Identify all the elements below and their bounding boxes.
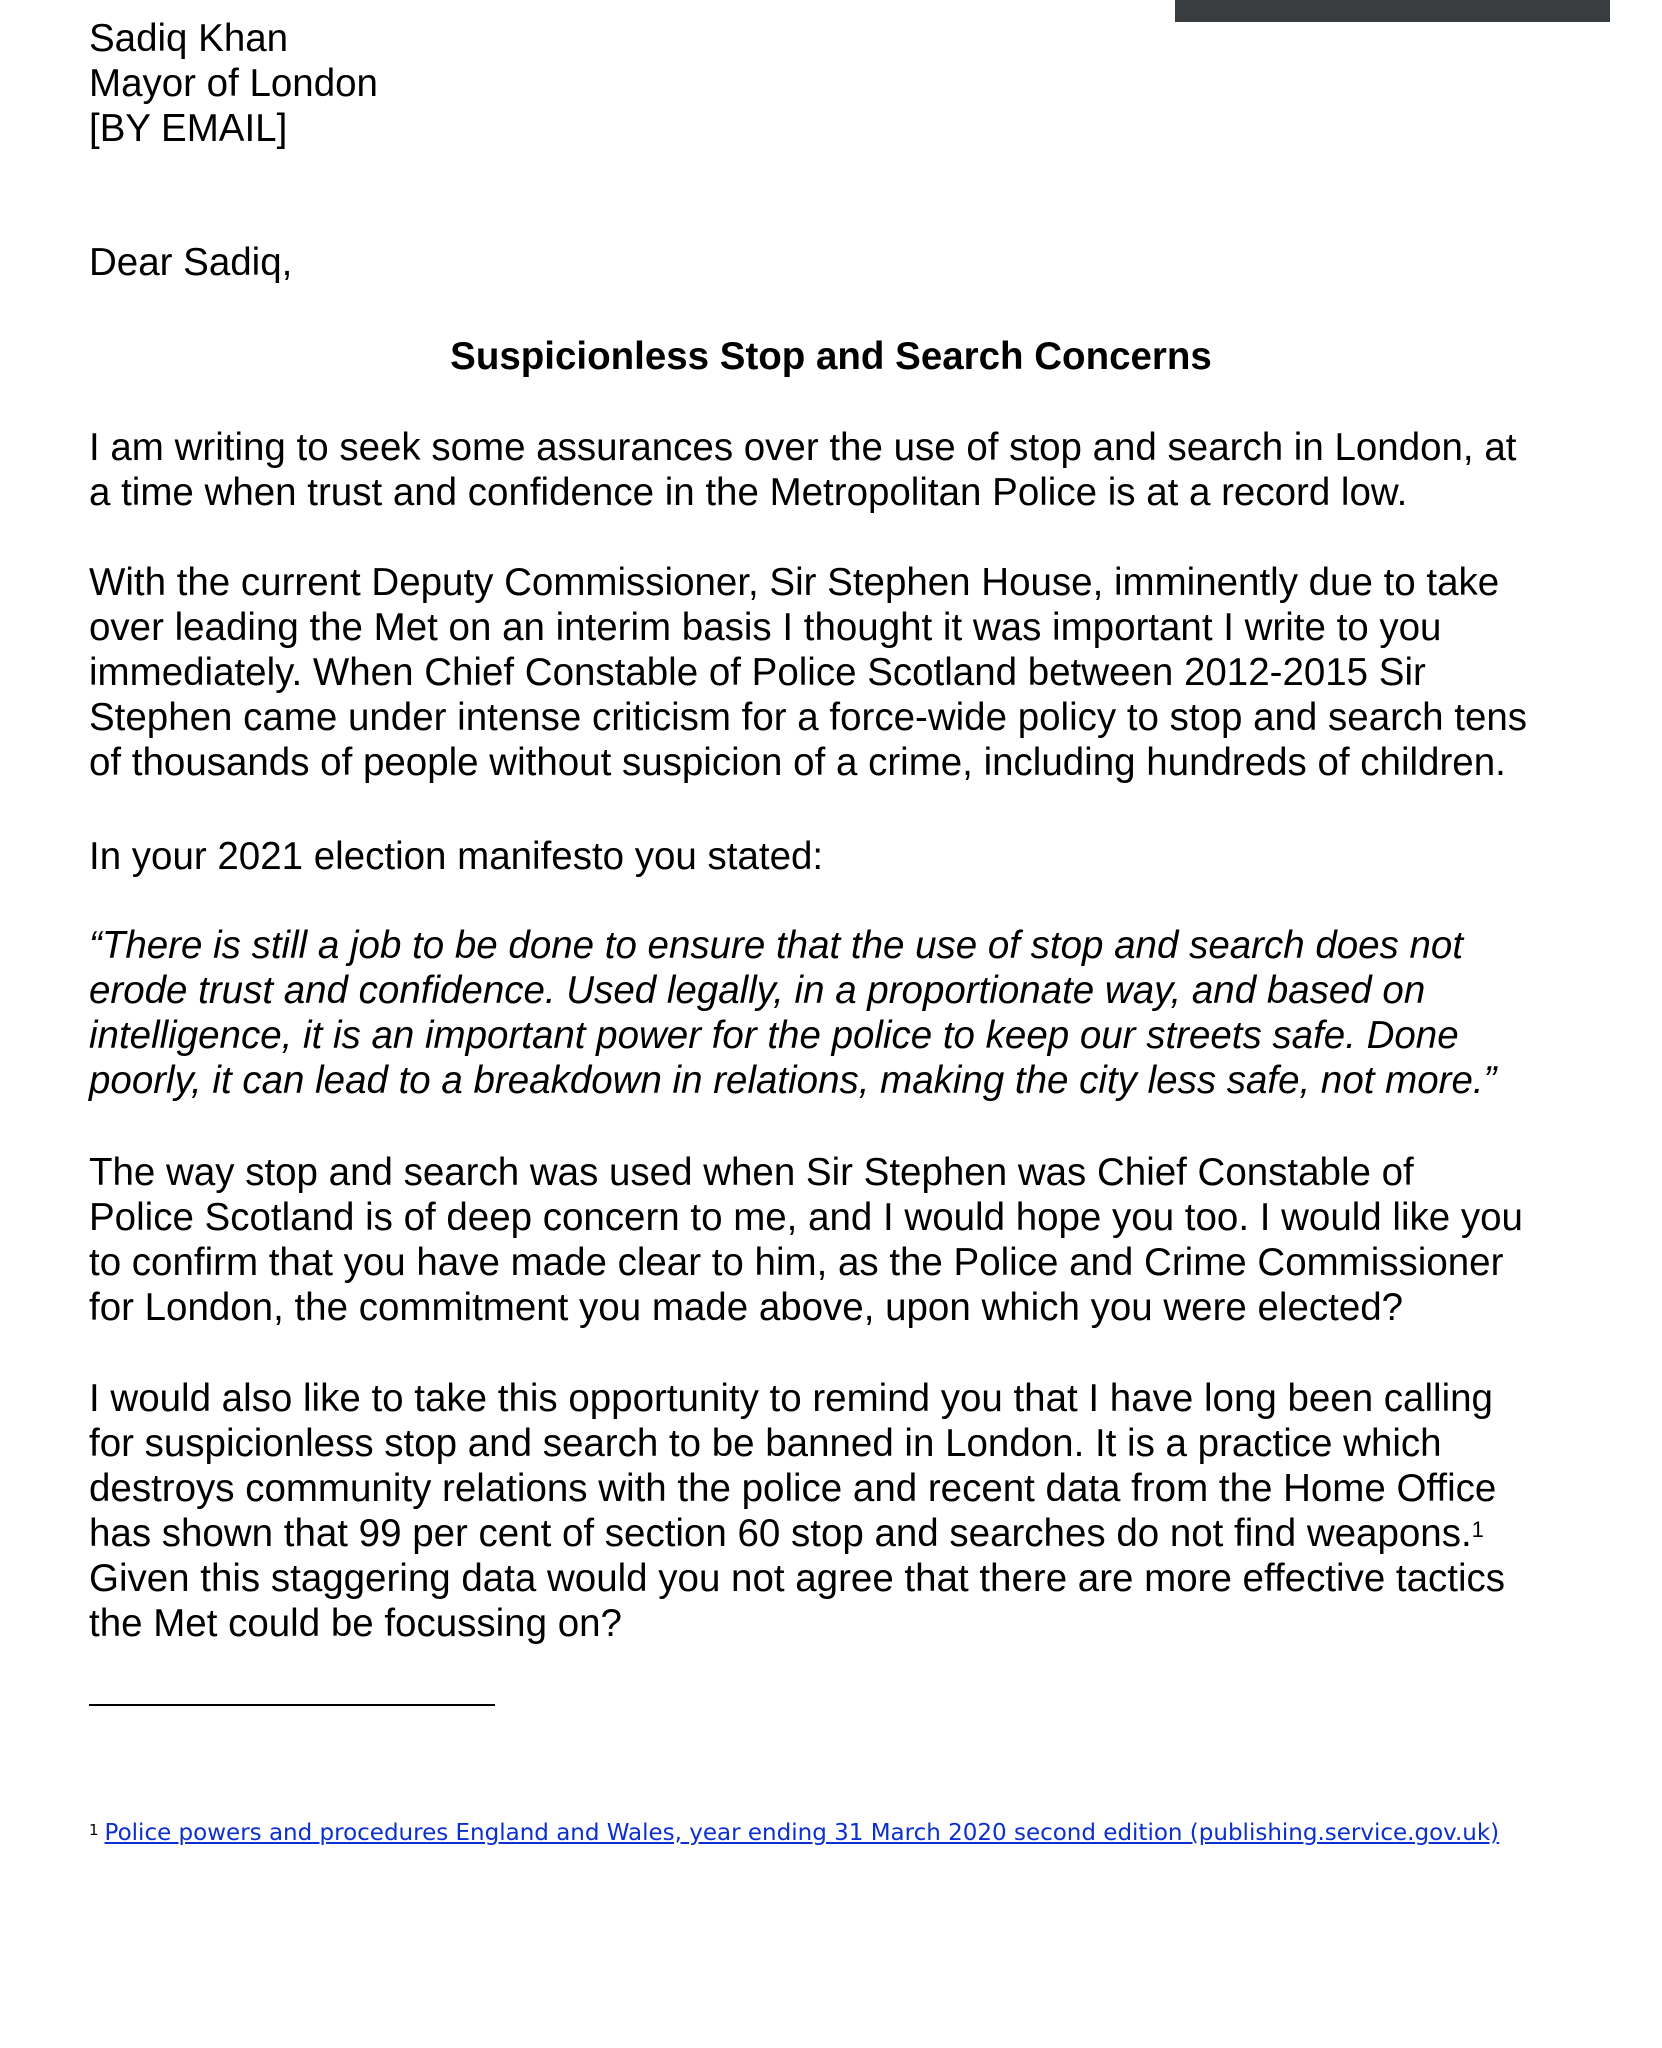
letter-title: Suspicionless Stop and Search Concerns	[450, 335, 1212, 378]
paragraph-line: of thousands of people without suspicion of a crime, including hundreds of children.	[89, 741, 1506, 784]
paragraph-5	[89, 1376, 1629, 1646]
paragraph-line: for London, the commitment you made above, upon which you were elected?	[89, 1286, 1404, 1329]
footnote-link[interactable]: Police powers and procedures England and Wales, year ending 31 March 2020 second edition (publishing.service.gov.uk)	[104, 1820, 1500, 1846]
paragraph-3	[89, 834, 1629, 879]
paragraph-2	[89, 560, 1629, 785]
salutation: Dear Sadiq,	[89, 241, 293, 284]
paragraph-line: With the current Deputy Commissioner, Sir Stephen House, imminently due to take	[89, 561, 1500, 604]
quote-line: intelligence, it is an important power for the police to keep our streets safe. Done	[89, 1014, 1459, 1057]
paragraph-line: I am writing to seek some assurances over the use of stop and search in London, at	[89, 426, 1517, 469]
footnote-marker: 1	[1471, 1517, 1484, 1542]
quote-line: erode trust and confidence. Used legally, in a proportionate way, and based on	[89, 969, 1426, 1012]
paragraph-1	[89, 425, 1629, 515]
manifesto-quote	[89, 923, 1629, 1103]
paragraph-line: over leading the Met on an interim basis I thought it was important I write to you	[89, 606, 1442, 649]
paragraph-line	[89, 1511, 1629, 1556]
paragraph-line: Stephen came under intense criticism for a force-wide policy to stop and search tens	[89, 696, 1528, 739]
paragraph-line: In your 2021 election manifesto you stated:	[89, 835, 824, 878]
delivery-method: [BY EMAIL]	[89, 107, 288, 150]
paragraph-line: to confirm that you have made clear to him, as the Police and Crime Commissioner	[89, 1241, 1504, 1284]
footnote-number: 1	[89, 1821, 99, 1839]
paragraph-line: The way stop and search was used when Sir Stephen was Chief Constable of	[89, 1151, 1414, 1194]
header-bar	[1175, 0, 1610, 22]
paragraph-line-text: has shown that 99 per cent of section 60 stop and searches do not find weapons.	[89, 1512, 1472, 1555]
recipient-role: Mayor of London	[89, 62, 378, 105]
paragraph-4	[89, 1150, 1629, 1330]
paragraph-line: I would also like to take this opportunity to remind you that I have long been calling	[89, 1377, 1493, 1420]
paragraph-line: Police Scotland is of deep concern to me, and I would hope you too. I would like you	[89, 1196, 1523, 1239]
paragraph-line: the Met could be focussing on?	[89, 1602, 622, 1645]
paragraph-line: for suspicionless stop and search to be banned in London. It is a practice which	[89, 1422, 1442, 1465]
paragraph-line: Given this staggering data would you not agree that there are more effective tactics	[89, 1557, 1506, 1600]
quote-line: poorly, it can lead to a breakdown in relations, making the city less safe, not more.”	[89, 1059, 1497, 1102]
quote-line: “There is still a job to be done to ensure that the use of stop and search does not	[89, 924, 1464, 967]
paragraph-line: immediately. When Chief Constable of Police Scotland between 2012-2015 Sir	[89, 651, 1426, 694]
paragraph-line: a time when trust and confidence in the Metropolitan Police is at a record low.	[89, 471, 1408, 514]
paragraph-line: destroys community relations with the police and recent data from the Home Office	[89, 1467, 1497, 1510]
footnote	[89, 1818, 1499, 1848]
footnote-divider	[89, 1704, 495, 1706]
recipient-name: Sadiq Khan	[89, 17, 289, 60]
